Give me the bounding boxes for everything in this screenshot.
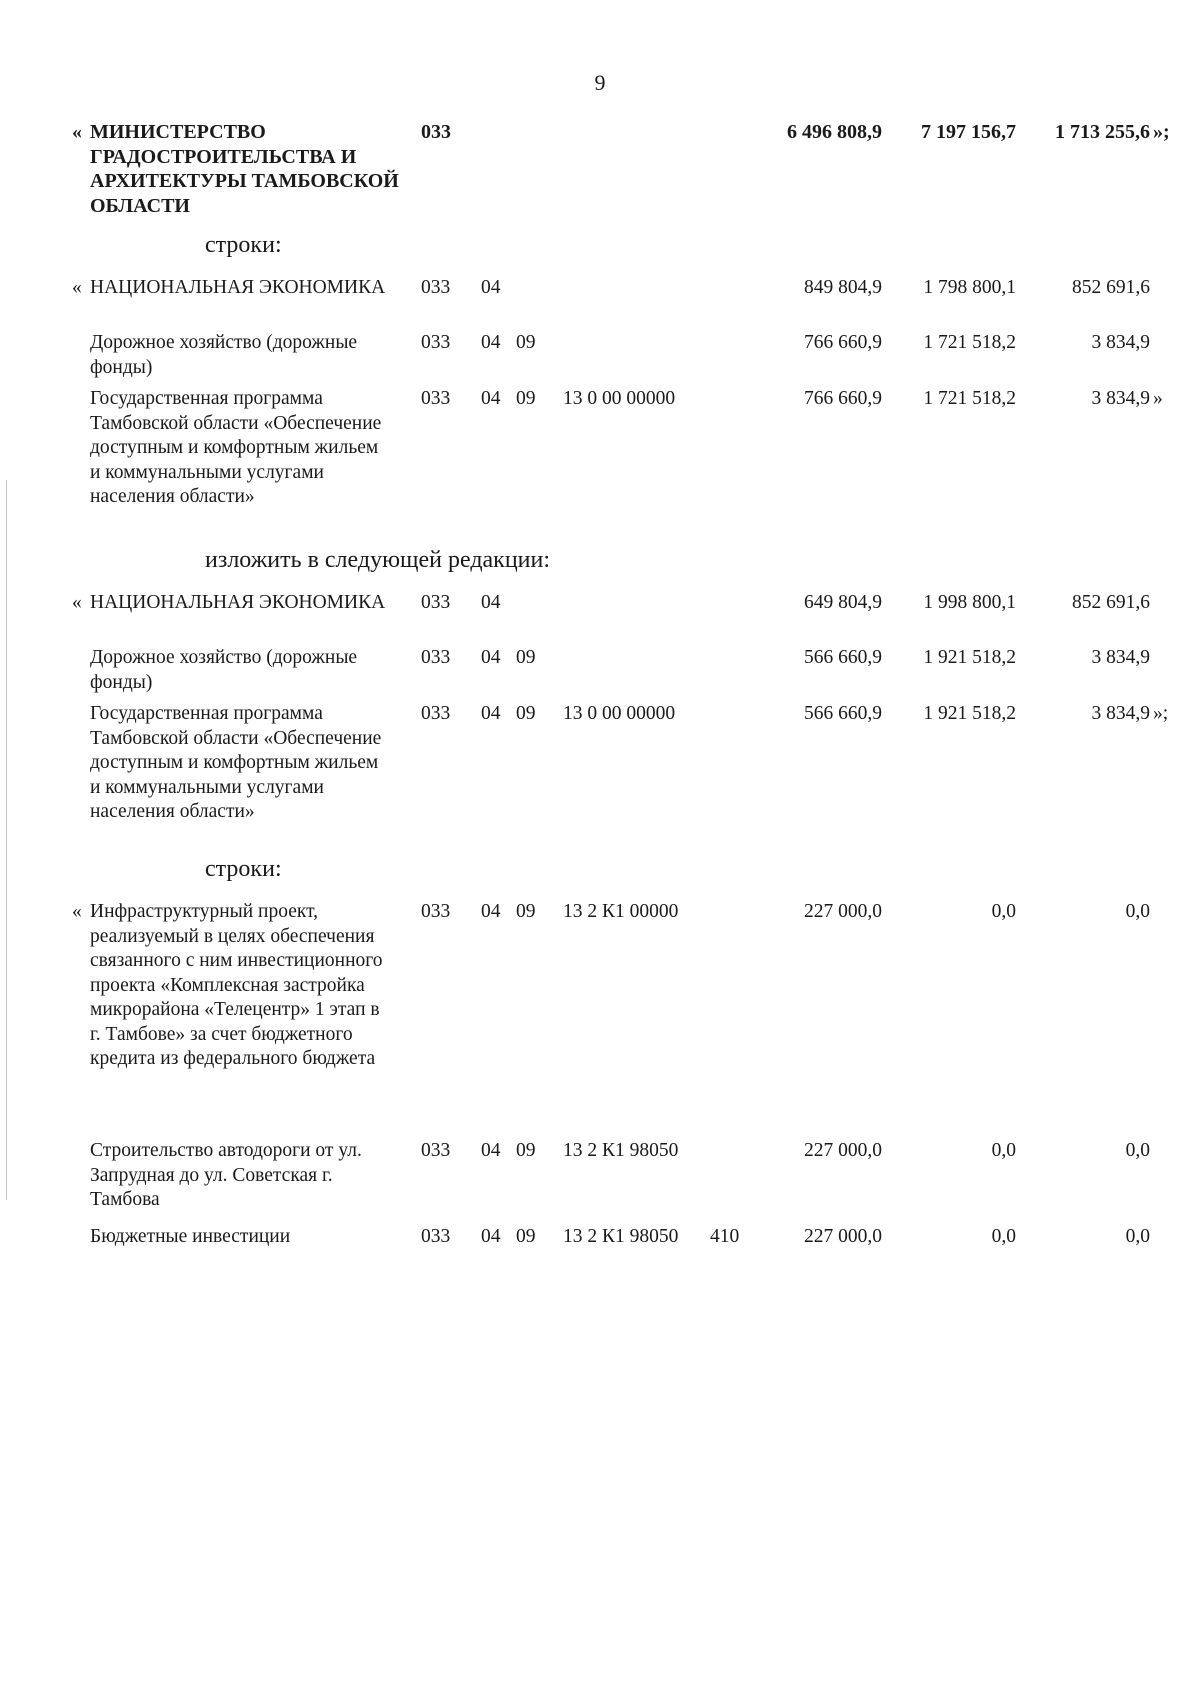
row-name: НАЦИОНАЛЬНАЯ ЭКОНОМИКА — [90, 592, 386, 613]
code-subsection: 09 — [516, 1140, 536, 1161]
value-2: 0,0 — [991, 1226, 1016, 1247]
ministry-value-2: 7 197 156,7 — [921, 121, 1016, 143]
value-3: 3 834,9 — [1091, 647, 1150, 668]
open-quote: « — [72, 277, 82, 298]
value-2: 1 998 800,1 — [923, 592, 1016, 613]
code-subsection: 09 — [516, 1226, 536, 1247]
row-name: Дорожное хозяйство (дорожные фонды) — [90, 332, 358, 378]
code-section: 04 — [481, 1140, 501, 1161]
value-1: 566 660,9 — [804, 703, 882, 724]
row-name: Инфраструктурный проект, реализуемый в целях обеспечения связанного с ним инвестиционного проекта «Комплексная застройка микрорайона «Телецентр» 1 этап в г. Тамбове» за счет бюджетного кредита из федерального бюджета — [90, 901, 383, 1069]
open-quote: « — [72, 121, 82, 143]
row-name: Бюджетные инвестиции — [90, 1226, 291, 1247]
code-subsection: 09 — [516, 703, 536, 724]
code-grbs: 033 — [421, 703, 451, 724]
value-3: 3 834,9 — [1091, 388, 1150, 409]
code-section: 04 — [481, 332, 501, 353]
row-name: Строительство автодороги от ул. Запрудная до ул. Советская г. Тамбова — [90, 1140, 362, 1210]
code-grbs: 033 — [421, 1140, 451, 1161]
row-name: Государственная программа Тамбовской области «Обеспечение доступным и комфортным жильем и коммунальными услугами населения области» — [90, 388, 382, 507]
value-3: 0,0 — [1125, 1226, 1150, 1247]
value-1: 766 660,9 — [804, 388, 882, 409]
code-target: 13 2 К1 00000 — [563, 901, 679, 922]
code-section: 04 — [481, 592, 501, 613]
value-2: 1 721 518,2 — [923, 332, 1016, 353]
heading-new-edition: изложить в следующей редакции: — [205, 547, 551, 573]
code-grbs: 033 — [421, 592, 451, 613]
code-grbs: 033 — [421, 901, 451, 922]
value-3: 3 834,9 — [1091, 703, 1150, 724]
value-3: 0,0 — [1125, 901, 1150, 922]
code-subsection: 09 — [516, 388, 536, 409]
value-1: 766 660,9 — [804, 332, 882, 353]
code-section: 04 — [481, 277, 501, 298]
value-2: 0,0 — [991, 1140, 1016, 1161]
value-1: 227 000,0 — [804, 901, 882, 922]
heading-rows-2: строки: — [205, 856, 282, 882]
value-1: 649 804,9 — [804, 592, 882, 613]
value-1: 227 000,0 — [804, 1140, 882, 1161]
code-section: 04 — [481, 703, 501, 724]
value-3: 852 691,6 — [1072, 592, 1150, 613]
open-quote: « — [72, 592, 82, 613]
close-quote: »; — [1153, 121, 1170, 143]
ministry-value-1: 6 496 808,9 — [787, 121, 882, 143]
value-2: 0,0 — [991, 901, 1016, 922]
code-target: 13 2 К1 98050 — [563, 1140, 679, 1161]
code-section: 04 — [481, 901, 501, 922]
value-2: 1 921 518,2 — [923, 647, 1016, 668]
code-target: 13 2 К1 98050 — [563, 1226, 679, 1247]
code-section: 04 — [481, 388, 501, 409]
code-grbs: 033 — [421, 277, 451, 298]
close-quote: »; — [1153, 703, 1169, 724]
code-grbs: 033 — [421, 1226, 451, 1247]
value-3: 3 834,9 — [1091, 332, 1150, 353]
code-subsection: 09 — [516, 332, 536, 353]
code-grbs: 033 — [421, 332, 451, 353]
close-quote: » — [1153, 388, 1163, 409]
value-2: 1 921 518,2 — [923, 703, 1016, 724]
code-grbs: 033 — [421, 647, 451, 668]
row-name: Дорожное хозяйство (дорожные фонды) — [90, 647, 358, 693]
value-1: 227 000,0 — [804, 1226, 882, 1247]
value-2: 1 798 800,1 — [923, 277, 1016, 298]
value-3: 852 691,6 — [1072, 277, 1150, 298]
code-section: 04 — [481, 1226, 501, 1247]
row-name: НАЦИОНАЛЬНАЯ ЭКОНОМИКА — [90, 277, 386, 298]
value-3: 0,0 — [1125, 1140, 1150, 1161]
code-expense-type: 410 — [710, 1226, 740, 1247]
open-quote: « — [72, 901, 82, 922]
code-subsection: 09 — [516, 647, 536, 668]
ministry-code: 033 — [421, 121, 451, 143]
ministry-name: МИНИСТЕРСТВО ГРАДОСТРОИТЕЛЬСТВА И АРХИТЕКТУРЫ ТАМБОВСКОЙ ОБЛАСТИ — [90, 121, 399, 217]
value-1: 566 660,9 — [804, 647, 882, 668]
code-subsection: 09 — [516, 901, 536, 922]
code-section: 04 — [481, 647, 501, 668]
scan-edge-line — [6, 480, 7, 1200]
code-target: 13 0 00 00000 — [563, 388, 676, 409]
value-2: 1 721 518,2 — [923, 388, 1016, 409]
row-name: Государственная программа Тамбовской области «Обеспечение доступным и комфортным жильем и коммунальными услугами населения области» — [90, 703, 382, 822]
code-target: 13 0 00 00000 — [563, 703, 676, 724]
ministry-value-3: 1 713 255,6 — [1055, 121, 1150, 143]
page-number: 9 — [594, 70, 606, 95]
heading-rows-1: строки: — [205, 232, 282, 258]
value-1: 849 804,9 — [804, 277, 882, 298]
code-grbs: 033 — [421, 388, 451, 409]
